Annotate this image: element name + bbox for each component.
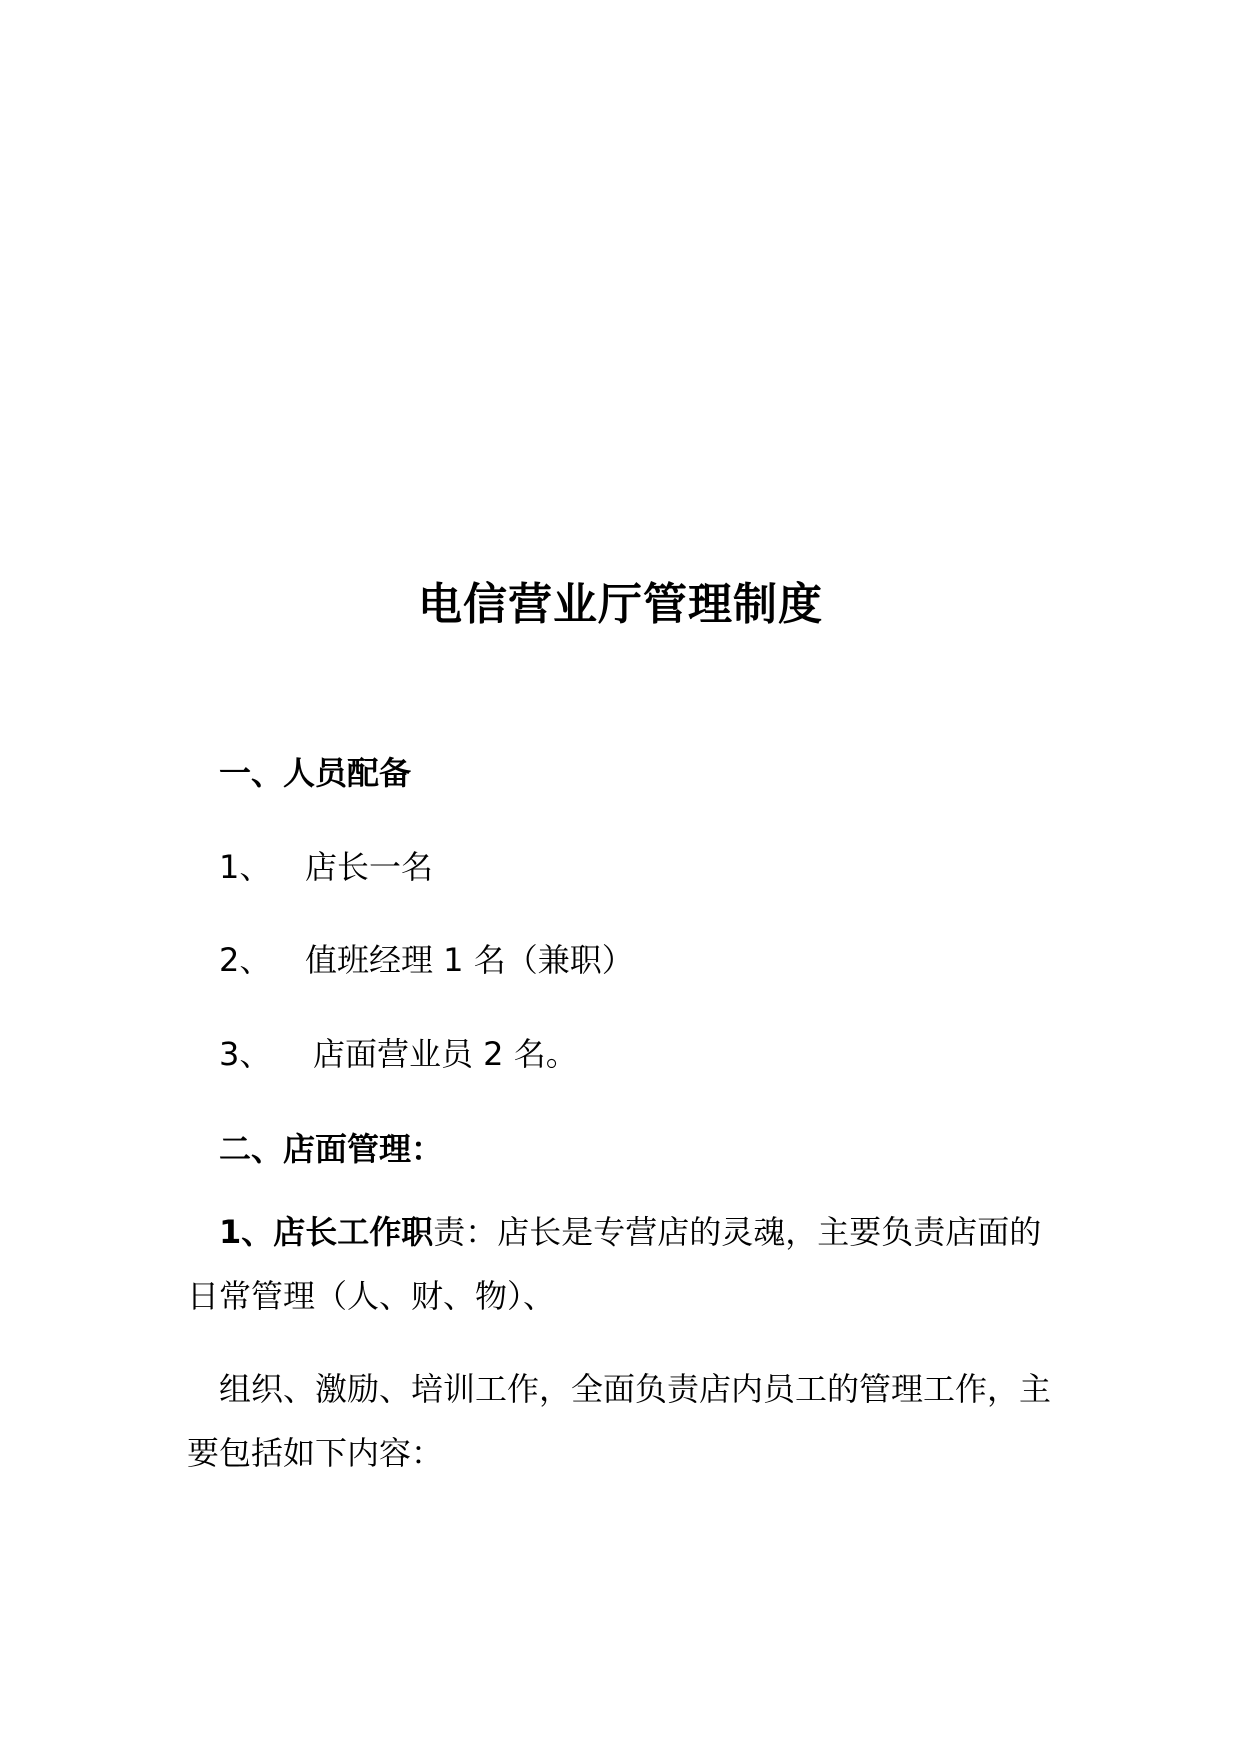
paragraph-lead-bold: 1、店长工作职 [219, 1213, 434, 1251]
paragraph-text: 责：店长是专营店的灵魂，主要负责店面的日常管理（人、财、物）、 [187, 1213, 1042, 1315]
list-item-number: 1、 [219, 848, 272, 886]
paragraph-management-scope [187, 1357, 1067, 1485]
list-item-number: 2、 [219, 941, 272, 979]
list-item [219, 1029, 578, 1075]
list-item-number: 3、 [219, 1035, 272, 1073]
list-item [219, 842, 433, 888]
paragraph-text: 组织、激励、培训工作，全面负责店内员工的管理工作，主要包括如下内容： [187, 1370, 1052, 1472]
list-item-text: 值班经理 1 名（兼职） [305, 941, 634, 979]
paragraph-store-manager-duties [187, 1200, 1067, 1328]
list-item [219, 935, 634, 981]
section-heading-store-management: 二、店面管理： [219, 1130, 444, 1168]
list-item-text: 店面营业员 2 名。 [313, 1035, 578, 1073]
section-heading-staffing: 一、人员配备 [219, 754, 412, 792]
list-item-text: 店长一名 [305, 848, 434, 886]
document-title: 电信营业厅管理制度 [418, 579, 823, 630]
